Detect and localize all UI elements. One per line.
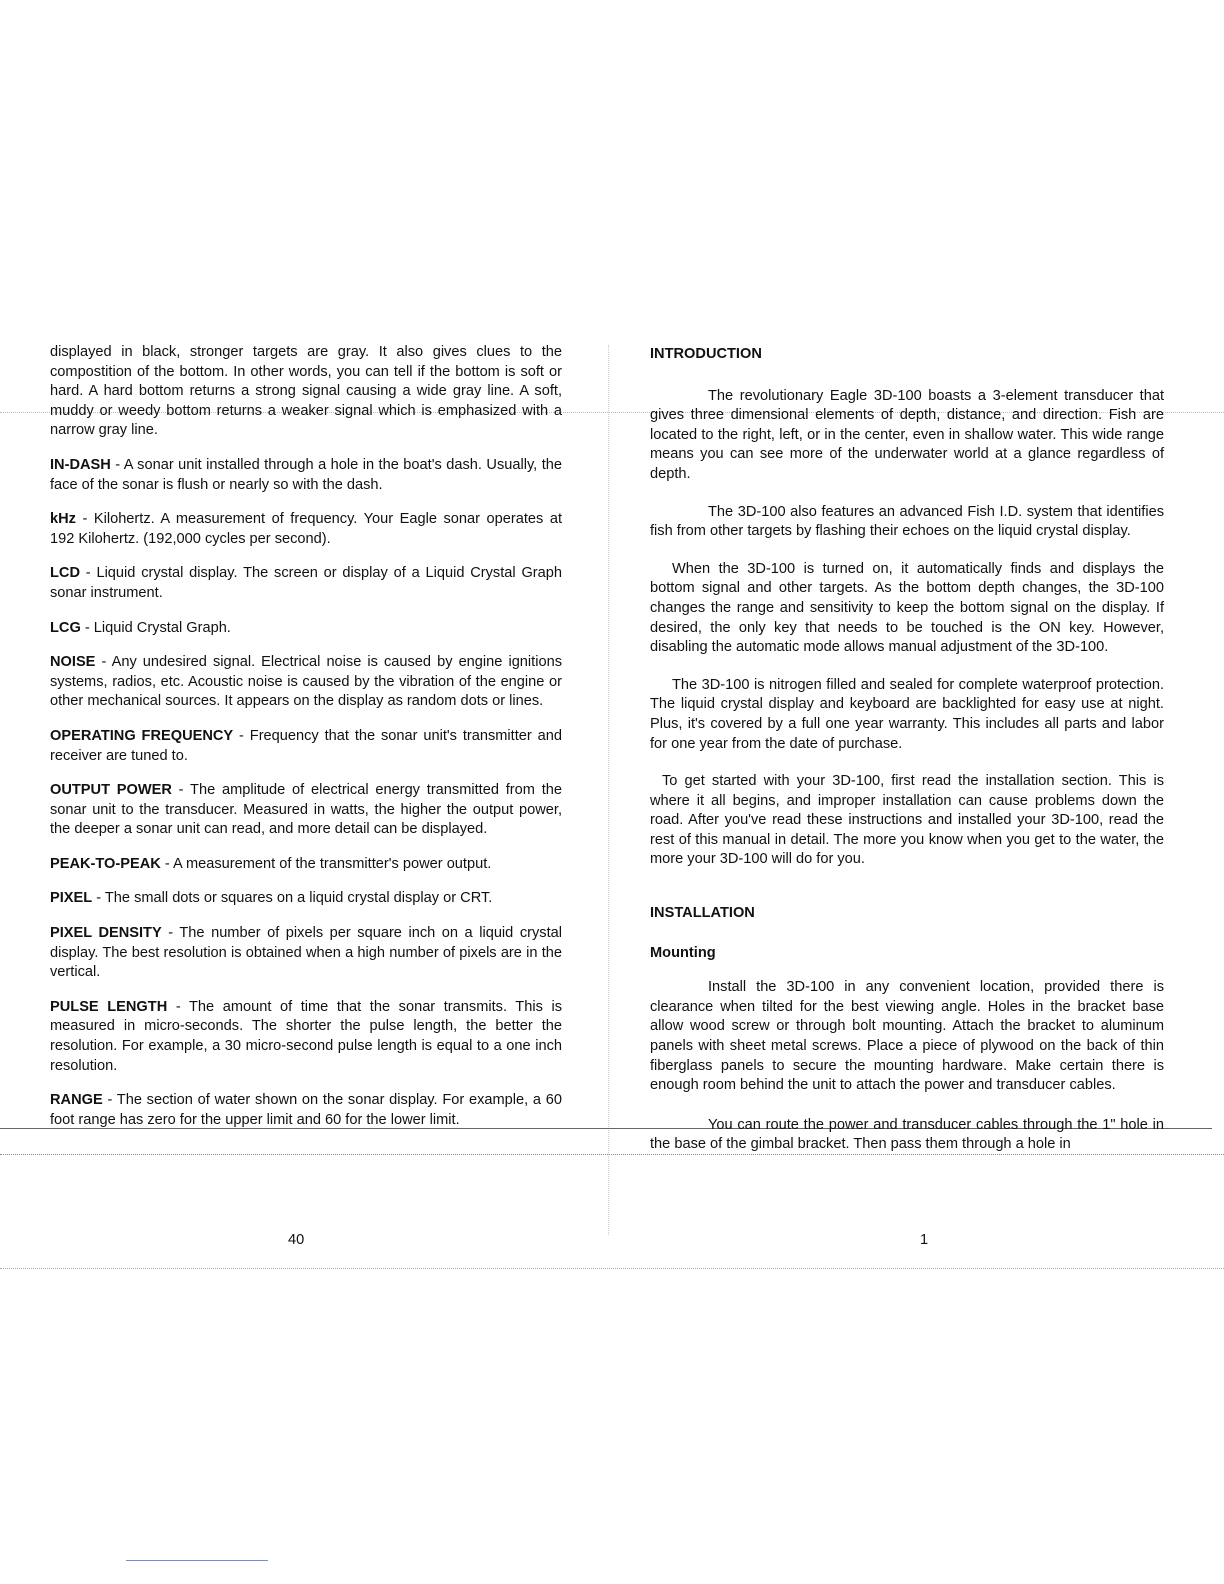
glossary-entry-khz: kHz - Kilohertz. A measurement of frequency. Your Eagle sonar operates at 192 Kilohertz. (192,000 cycles per second). xyxy=(50,511,562,547)
scan-dots-bottom xyxy=(0,1268,1224,1269)
glossary-term: OPERATING FREQUENCY xyxy=(50,727,234,744)
introduction-heading: INTRODUCTION xyxy=(650,346,762,362)
intro-paragraph: The revolutionary Eagle 3D-100 boasts a 3-element transducer that gives three dimensional elements of depth, distance, and direction. Fish are located to the right, left, or in the center, even in shallow water. This wide range means you can see more of the underwater world at a glance regardless of depth. xyxy=(650,387,1164,482)
glossary-entry-peak-to-peak: PEAK-TO-PEAK - A measurement of the transmitter's power output. xyxy=(50,855,492,872)
mounting-subheading: Mounting xyxy=(650,944,716,961)
glossary-term: LCG xyxy=(50,619,81,636)
glossary-entry-noise: NOISE - Any undesired signal. Electrical noise is caused by engine ignitions systems, radios, etc. Acoustic noise is caused by the vibration of the engine or other mechanical sources. It appears on the display as random dots or lines. xyxy=(50,654,562,710)
intro-paragraph: The 3D-100 also features an advanced Fish I.D. system that identifies fish from other targets by flashing their echoes on the liquid crystal display. xyxy=(650,503,1164,540)
mounting-paragraph: You can route the power and transducer cables through the 1" hole in the base of the gimbal bracket. Then pass them through a hole in xyxy=(650,1116,1164,1153)
glossary-entry-in-dash: IN-DASH - A sonar unit installed through a hole in the boat's dash. Usually, the face of the sonar is flush or nearly so with the dash. xyxy=(50,456,562,493)
installation-heading: INSTALLATION xyxy=(650,905,755,922)
glossary-term: RANGE xyxy=(50,1092,103,1109)
glossary-entry-lcg: LCG - Liquid Crystal Graph. xyxy=(50,619,231,636)
glossary-term: PULSE LENGTH xyxy=(50,998,168,1015)
blue-accent-line xyxy=(126,1560,268,1561)
glossary-term: kHz xyxy=(50,511,76,528)
glossary-entry-pixel: PIXEL - The small dots or squares on a liquid crystal display or CRT. xyxy=(50,890,493,907)
intro-paragraph: The 3D-100 is nitrogen filled and sealed for complete waterproof protection. The liquid crystal display and keyboard are backlighted for easy use at night. Plus, it's covered by a full one year warranty. This includes all parts and labor for one year from the date of purchase. xyxy=(650,676,1164,752)
intro-paragraph: When the 3D-100 is turned on, it automatically finds and displays the bottom signal and other targets. As the bottom depth changes, the 3D-100 changes the range and sensitivity to keep the bottom signal on the display. If desired, the only key that needs to be touched is the ON key. However, disabling the automatic mode allows manual adjustment of the 3D-100. xyxy=(650,560,1164,656)
page-number-left: 40 xyxy=(288,1232,305,1248)
glossary-entry-operating-frequency: OPERATING FREQUENCY - Frequency that the sonar unit's transmitter and receiver are tuned to. xyxy=(50,727,562,764)
glossary-entry-range: RANGE - The section of water shown on the sonar display. For example, a 60 foot range has zero for the upper limit and 60 for the lower limit. xyxy=(50,1092,562,1128)
glossary-page xyxy=(50,343,562,1130)
glossary-term: PIXEL DENSITY xyxy=(50,925,162,942)
glossary-term: OUTPUT POWER xyxy=(50,782,172,799)
glossary-term: NOISE xyxy=(50,654,96,671)
glossary-term: PEAK-TO-PEAK xyxy=(50,855,161,872)
glossary-entry-lcd: LCD - Liquid crystal display. The screen or display of a Liquid Crystal Graph sonar instrument. xyxy=(50,565,562,601)
introduction-page xyxy=(650,345,1164,1155)
page-number-right: 1 xyxy=(920,1232,929,1248)
glossary-term: IN-DASH xyxy=(50,456,111,473)
page-fold xyxy=(608,345,609,1235)
glossary-entry-pixel-density: PIXEL DENSITY - The number of pixels per square inch on a liquid crystal display. The best resolution is obtained when a high number of pixels are in the vertical. xyxy=(50,925,562,981)
mounting-paragraph: Install the 3D-100 in any convenient location, provided there is clearance when tilted for the best viewing angle. Holes in the bracket base allow wood screw or through bolt mounting. Attach the bracket to aluminum panels with sheet metal screws. Place a piece of plywood on the back of thin fiberglass panels to secure the mounting hardware. Make certain there is enough room behind the unit to attach the power and transducer cables. xyxy=(650,979,1164,1094)
glossary-term: PIXEL xyxy=(50,890,93,907)
glossary-term: LCD xyxy=(50,565,80,582)
intro-paragraph: To get started with your 3D-100, first read the installation section. This is where it all begins, and improper installation can cause problems down the road. After you've read these instructions and installed your 3D-100, read the rest of this manual in detail. The more you know when you get to the water, the more your 3D-100 will do for you. xyxy=(650,773,1164,868)
glossary-entry-pulse-length: PULSE LENGTH - The amount of time that the sonar transmits. This is measured in micro-seconds. The shorter the pulse length, the better the resolution. For example, a 30 micro-second pulse length is equal to a one inch resolution. xyxy=(50,998,562,1074)
glossary-continuation: displayed in black, stronger targets are gray. It also gives clues to the compostition of the bottom. In other words, you can tell if the bottom is soft or hard. A hard bottom returns a strong signal causing a wide gray line. A soft, muddy or weedy bottom returns a weaker signal which is emphasized with a narrow gray line. xyxy=(50,344,562,439)
glossary-entry-output-power: OUTPUT POWER - The amplitude of electrical energy transmitted from the sonar unit to the transducer. Measured in watts, the higher the output power, the deeper a sonar unit can read, and more detail can be displayed. xyxy=(50,782,562,838)
